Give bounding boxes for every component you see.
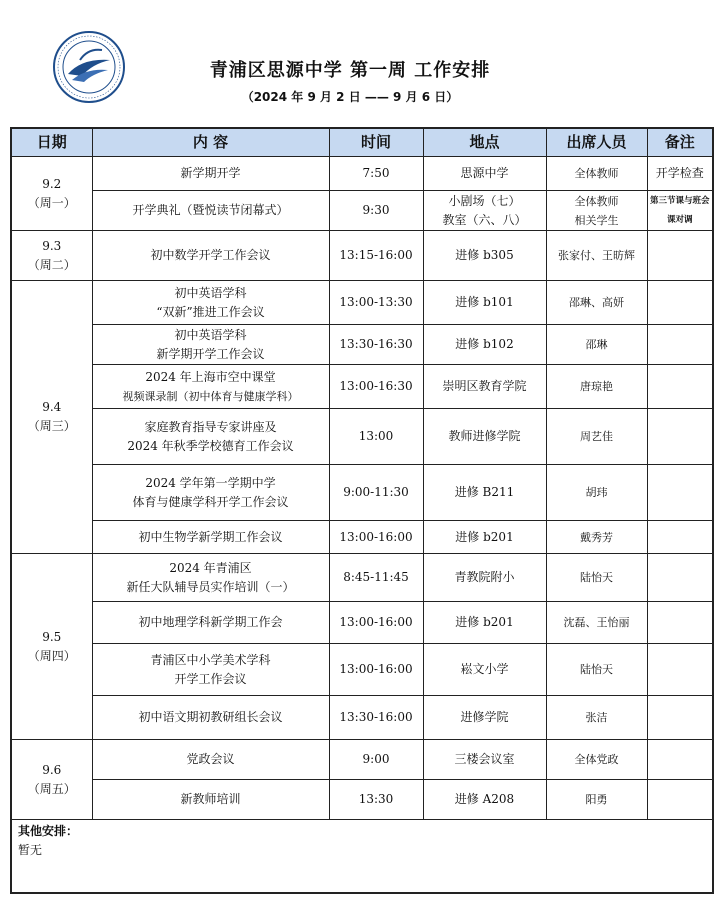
content-cell: 新学期开学 [92,157,329,191]
column-header-people: 出席人员 [546,128,647,157]
date-cell: 9.3 （周二） [11,231,92,281]
table-row [11,740,713,780]
note-cell [647,780,713,820]
content-cell: 青浦区中小学美术学科 开学工作会议 [92,644,329,696]
time-cell: 9:30 [329,191,423,231]
place-cell: 青教院附小 [423,554,546,602]
column-header-place: 地点 [423,128,546,157]
content-cell: 初中地理学科新学期工作会 [92,602,329,644]
note-cell [647,740,713,780]
note-cell: 开学检查 [647,157,713,191]
date-cell: 9.2 （周一） [11,157,92,231]
people-cell: 邵琳、高妍 [546,281,647,325]
people-cell: 胡玮 [546,465,647,521]
note-cell [647,554,713,602]
note-cell [647,465,713,521]
place-cell: 进修 B211 [423,465,546,521]
table-row [11,231,713,281]
place-cell: 进修学院 [423,696,546,740]
time-cell: 13:00-16:00 [329,602,423,644]
place-cell: 进修 b102 [423,325,546,365]
column-header-time: 时间 [329,128,423,157]
time-cell: 7:50 [329,157,423,191]
table-row [11,696,713,740]
table-row [11,365,713,409]
content-cell: 2024 年青浦区 新任大队辅导员实作培训（一） [92,554,329,602]
place-cell: 崧文小学 [423,644,546,696]
table-row [11,644,713,696]
time-cell: 9:00 [329,740,423,780]
column-header-note: 备注 [647,128,713,157]
table-row [11,602,713,644]
time-cell: 13:15-16:00 [329,231,423,281]
content-cell: 党政会议 [92,740,329,780]
people-cell: 张洁 [546,696,647,740]
note-cell [647,325,713,365]
content-cell: 初中生物学新学期工作会议 [92,521,329,554]
note-cell [647,521,713,554]
content-cell: 初中语文期初教研组长会议 [92,696,329,740]
people-cell: 戴秀芳 [546,521,647,554]
note-cell [647,281,713,325]
time-cell: 13:00-13:30 [329,281,423,325]
time-cell: 13:00 [329,409,423,465]
table-row [11,281,713,325]
other-arrangements-row [11,820,713,894]
place-cell: 思源中学 [423,157,546,191]
note-cell: 第三节课与班会课对调 [647,191,713,231]
other-arrangements-text: 暂无 [18,843,43,857]
date-cell: 9.6 （周五） [11,740,92,820]
place-cell: 进修 A208 [423,780,546,820]
people-cell: 周艺佳 [546,409,647,465]
place-cell: 崇明区教育学院 [423,365,546,409]
column-header-date: 日期 [11,128,92,157]
people-cell: 陆怡天 [546,644,647,696]
schedule-table [10,127,714,894]
people-cell: 邵琳 [546,325,647,365]
time-cell: 8:45-11:45 [329,554,423,602]
date-cell: 9.4 （周三） [11,281,92,554]
time-cell: 13:00-16:30 [329,365,423,409]
content-cell: 新教师培训 [92,780,329,820]
content-cell: 开学典礼（暨悦读节闭幕式） [92,191,329,231]
time-cell: 13:30-16:00 [329,696,423,740]
table-row [11,554,713,602]
time-cell: 13:00-16:00 [329,644,423,696]
note-cell [647,696,713,740]
note-cell [647,231,713,281]
table-row [11,780,713,820]
content-cell: 初中数学开学工作会议 [92,231,329,281]
table-row [11,191,713,231]
table-row [11,521,713,554]
time-cell: 13:00-16:00 [329,521,423,554]
note-cell [647,365,713,409]
table-row [11,409,713,465]
table-row [11,465,713,521]
place-cell: 进修 b201 [423,602,546,644]
content-cell: 2024 年上海市空中课堂 视频课录制（初中体育与健康学科） [92,365,329,409]
place-cell: 三楼会议室 [423,740,546,780]
place-cell: 小剧场（七） 教室（六、八） [423,191,546,231]
note-cell [647,409,713,465]
content-cell: 2024 学年第一学期中学 体育与健康学科开学工作会议 [92,465,329,521]
note-cell [647,602,713,644]
other-arrangements-label: 其他安排： [18,824,79,838]
note-cell [647,644,713,696]
people-cell: 陆怡天 [546,554,647,602]
page-title: 青浦区思源中学 第一周 工作安排 [209,60,491,81]
place-cell: 进修 b101 [423,281,546,325]
content-cell: 初中英语学科 新学期开学工作会议 [92,325,329,365]
people-cell: 阳勇 [546,780,647,820]
time-cell: 13:30-16:30 [329,325,423,365]
people-cell: 唐琼艳 [546,365,647,409]
people-cell: 张家付、王昉辉 [546,231,647,281]
place-cell: 进修 b201 [423,521,546,554]
place-cell: 进修 b305 [423,231,546,281]
date-range: （2024 年 9 月 2 日 —— 9 月 6 日） [241,90,459,104]
time-cell: 9:00-11:30 [329,465,423,521]
people-cell: 全体教师 [546,157,647,191]
people-cell: 沈磊、王怡丽 [546,602,647,644]
place-cell: 教师进修学院 [423,409,546,465]
date-cell: 9.5 （周四） [11,554,92,740]
header-row [11,128,713,157]
table-row [11,157,713,191]
table-row [11,325,713,365]
people-cell: 全体教师 相关学生 [546,191,647,231]
content-cell: 家庭教育指导专家讲座及 2024 年秋季学校德育工作会议 [92,409,329,465]
content-cell: 初中英语学科 “双新”推进工作会议 [92,281,329,325]
people-cell: 全体党政 [546,740,647,780]
other-arrangements [11,820,713,894]
column-header-content: 内 容 [92,128,329,157]
time-cell: 13:30 [329,780,423,820]
